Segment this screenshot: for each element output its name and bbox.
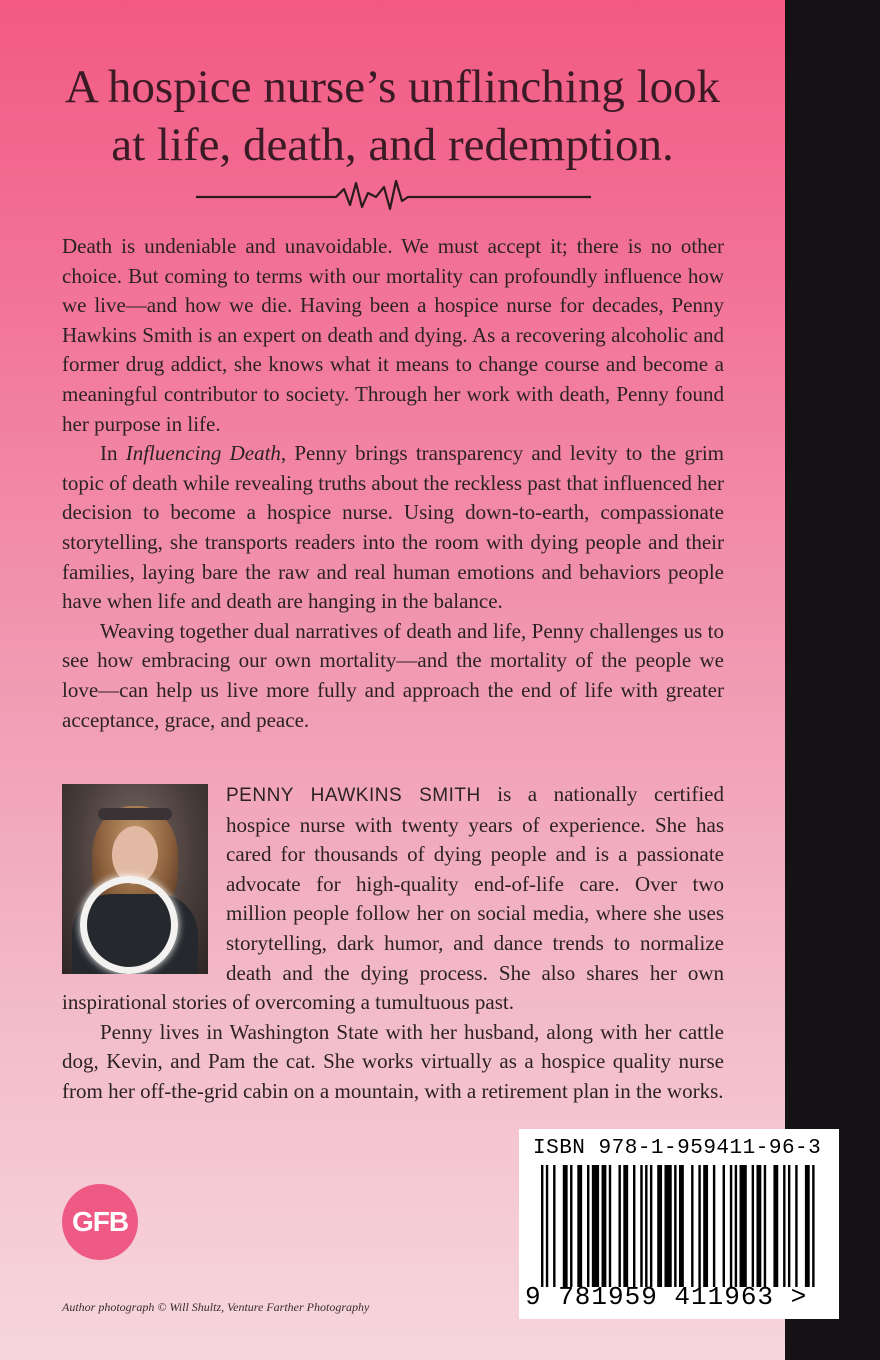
isbn-label: ISBN 978-1-959411-96-3 bbox=[533, 1137, 822, 1160]
book-title: Influencing Death bbox=[125, 441, 281, 466]
barcode-digits: 9 781959 411963 > bbox=[525, 1282, 808, 1312]
description-rest: , Penny brings transparency and levity to the grim topic of death while revealing truths about the reckless past that influenced her decision to become a hospice nurse. Using down-to-earth, compassionate storytelling, she transports readers into the room with dying people and their families, laying bare the raw and real human emotions and behaviors people have when life and death are hanging in the balance. bbox=[62, 441, 724, 614]
description-paragraph-3: Weaving together dual narratives of death and life, Penny challenges us to see how embracing our own mortality—and the mortality of the people we love—can help us live more fully and approach the end of life with greater acceptance, grace, and peace. bbox=[62, 618, 724, 732]
barcode-bars bbox=[541, 1165, 817, 1287]
publisher-logo: GFB bbox=[62, 1184, 138, 1260]
author-name: PENNY HAWKINS SMITH bbox=[226, 785, 481, 806]
description-lead: In bbox=[100, 441, 126, 466]
heartbeat-line-icon bbox=[196, 175, 591, 215]
author-bio-paragraph-2: Penny lives in Washington State with her husband, along with her cattle dog, Kevin, and Pam the cat. She works virtually as a hospice quality nurse from her off-the-grid cabin on a mountain, with a retirement plan in the works. bbox=[62, 1019, 724, 1103]
headline-line-2: at life, death, and redemption. bbox=[111, 119, 674, 171]
description-paragraph-1: Death is undeniable and unavoidable. We must accept it; there is no other choice. But coming to terms with our mortality can profoundly influence how we live—and how we die. Having been a hospice nurse for decades, Penny Hawkins Smith is an expert on death and dying. As a recovering alcoholic and former drug addict, she knows what it means to change course and become a meaningful contributor to society. Through her work with death, Penny found her purpose in life. bbox=[62, 234, 724, 436]
headline bbox=[40, 58, 745, 174]
book-description bbox=[62, 232, 724, 735]
isbn-barcode bbox=[519, 1129, 839, 1319]
description-paragraph-2 bbox=[62, 439, 724, 617]
author-photo bbox=[62, 784, 208, 974]
photo-credit: Author photograph © Will Shultz, Venture Farther Photography bbox=[62, 1300, 370, 1314]
author-bio bbox=[62, 780, 724, 1107]
author-bio-text: is a nationally certified hospice nurse with twenty years of experience. She has cared for thousands of dying people and is a passionate advocate for high-quality end-of-life care. Over two million people follow her on social media, where she uses storytelling, dark humor, and dance trends to normalize death and the dying process. She also shares her own inspirational stories of overcoming a tumultuous past. bbox=[62, 782, 724, 1015]
headline-line-1: A hospice nurse’s unflinching look bbox=[64, 61, 721, 113]
